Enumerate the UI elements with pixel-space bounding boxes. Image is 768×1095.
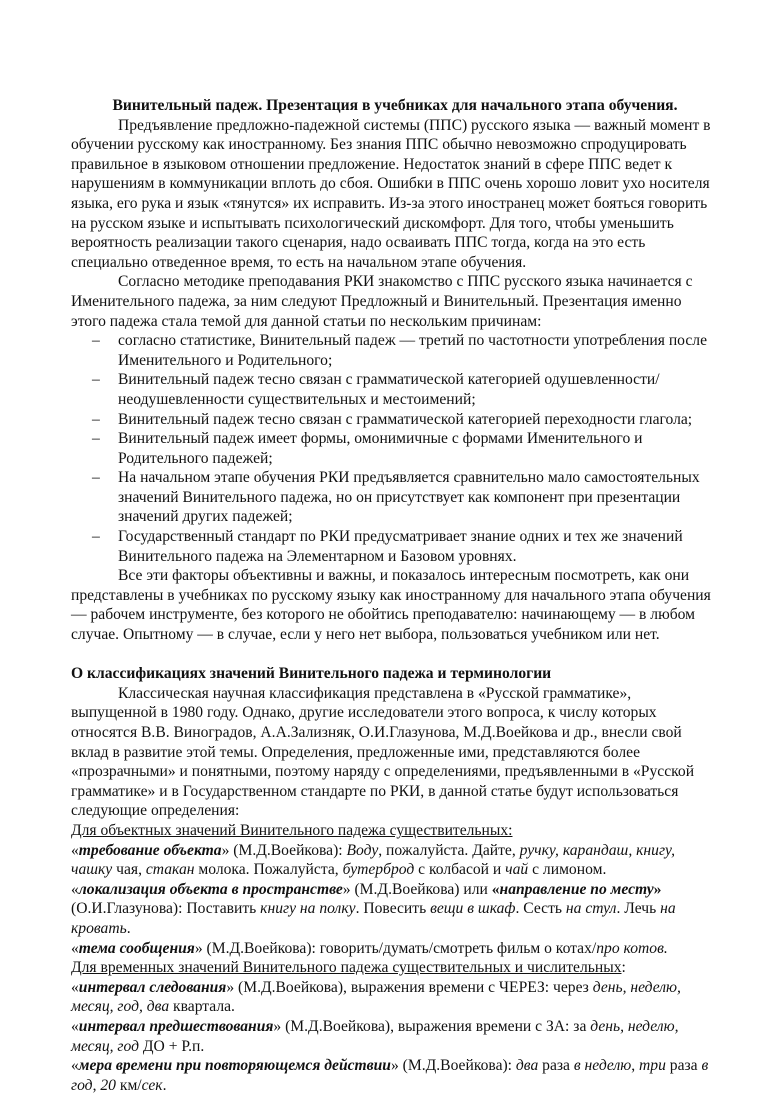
classification-paragraph: Классическая научная классификация представлена в «Русской грамматике», выпущенной в 1980 году. Однако, другие исследователи этого вопроса, к числу которых относятся В.В. Виноградов, А.А.Зализняк, О.И.Глазунова, М.Д.Воейкова и др., внесли свой вклад в развитие этой темы. Определения, предложенные ими, представляются более «прозрачными» и понятными, поэтому наряду с определениями, предъявленными в «Русской грамматике» и в Государственном стандарте по РКИ, в данной статье будут использоваться следующие определения:: [71, 684, 695, 820]
intro-paragraph: Предъявление предложно-падежной системы (ППС) русского языка — важный момент в обучении русскому как иностранному. Без знания ППС обычно невозможно спродуцировать правильное в языковом отношении предложение. Недостаток знаний в сфере ППС ведет к нарушениям в коммуникации вплоть до сбоя. Ошибки в ППС очень хорошо ловит ухо носителя языка, его рука и язык «тянутся» их исправить. Из-за этого иностранец может бояться говорить на русском языке и испытывать психологический дискомфорт. Для того, чтобы уменьшить вероятность реализации такого сценария, надо осваивать ППС тогда, когда на это есть специально отведенное время, то есть на начальном этапе обучения.: [71, 116, 711, 271]
reasons-list: [71, 331, 719, 566]
quote-close: »: [273, 1017, 282, 1035]
quote-close: »: [390, 1057, 399, 1075]
definition-term: требование объекта: [78, 841, 222, 859]
example-text: на кровать: [71, 900, 676, 937]
definition-term: направление по месту: [499, 880, 654, 898]
example-text: три: [639, 1057, 666, 1075]
section-heading: О классификациях значений Винительного падежа и терминологии: [71, 665, 552, 683]
quote-close: »: [342, 880, 351, 898]
definition-text: раза: [665, 1057, 702, 1075]
example-text: Воду: [346, 841, 379, 859]
reasons-intro-paragraph: Согласно методике преподавания РКИ знакомство с ППС русского языка начинается с Именительного падежа, за ним следуют Предложный и Винительный. Презентация именно этого падежа стала темой для данной статьи по нескольким причинам:: [71, 273, 693, 330]
definition-text: «: [491, 880, 500, 898]
quote-open: «: [71, 880, 79, 898]
quote-open: «: [71, 978, 79, 996]
temporal-heading-colon: :: [621, 959, 626, 977]
example-text: в год: [71, 1057, 709, 1094]
definition-text: раза: [538, 1057, 574, 1075]
example-text: два: [515, 1057, 539, 1075]
quote-open: «: [71, 841, 79, 859]
example-text: 20: [100, 1076, 116, 1094]
example-text: про котов.: [596, 939, 668, 957]
definition-text: с лимоном.: [528, 861, 607, 879]
definition-text: , пожалуйста. Дайте,: [378, 841, 520, 859]
quote-open: «: [71, 939, 79, 957]
example-text: книгу на полку: [260, 900, 356, 918]
conclusion-paragraph: Все эти факторы объективны и важны, и показалось интересным посмотреть, как они представлены в учебниках по русскому языку как иностранному для начального этапа обучения — рабочем инструменте, без которого не обойтись преподавателю: начинающему — в любом случае. Опытному — в случае, если у него нет выбора, пользоваться учебником или нет.: [71, 567, 711, 644]
definition-term: локализация объекта в пространстве: [78, 880, 343, 898]
quote-close: »: [221, 841, 230, 859]
example-text: вещи в шкаф: [430, 900, 516, 918]
example-text: сек: [141, 1076, 163, 1094]
definition-text: (М.Д.Воейкова), выражения времени с ЗА: за: [281, 1017, 591, 1035]
temporal-meanings-list: [71, 978, 719, 1095]
definition-term: мера времени при повторяющемся действии: [78, 1057, 391, 1075]
definition-text: . Повесить: [355, 900, 431, 918]
quote-open: «: [71, 1017, 79, 1035]
definition-text: (О.И.Глазунова): Поставить: [71, 900, 261, 918]
reason-item: – согласно статистике, Винительный падеж — третий по частотности употребления после Именительного и Родительного;: [71, 331, 719, 370]
example-text: на стул: [565, 900, 617, 918]
blank-line: [71, 645, 719, 665]
example-text: бутерброд: [342, 861, 415, 879]
object-meanings-heading-text: Для объектных значений Винительного падежа существительных:: [71, 821, 513, 839]
definition-text: чая,: [112, 861, 146, 879]
quote-close: »: [226, 978, 235, 996]
example-text: день, неделю, месяц, год, два: [71, 978, 681, 1016]
example-text: в неделю: [573, 1057, 632, 1075]
definition-text: ДО + Р.п.: [139, 1037, 205, 1055]
example-text: чай: [505, 861, 529, 879]
definition-item: [71, 1017, 719, 1056]
reason-item: – Винительный падеж тесно связан с грамматической категорией переходности глагола;: [71, 410, 719, 430]
definition-text: ,: [631, 1057, 640, 1075]
temporal-meanings-heading-text: Для временных значений Винительного падежа существительных и числительных: [71, 959, 622, 977]
reason-item: – На начальном этапе обучения РКИ предъявляется сравнительно мало самостоятельных значений Винительного падежа, но он присутствует как компонент при презентации значений других падежей;: [71, 468, 719, 527]
temporal-meanings-heading: [71, 958, 719, 978]
document-page: [71, 96, 719, 1095]
definition-text: »: [653, 880, 662, 898]
definition-text: (М.Д.Воейкова): говорить/думать/смотреть фильм о котах/: [202, 939, 597, 957]
definition-term: тема сообщения: [78, 939, 195, 957]
example-text: день, неделю, месяц, год: [71, 1017, 679, 1055]
definition-text: ,: [92, 1076, 101, 1094]
reason-item: – Государственный стандарт по РКИ предусматривает знание одних и тех же значений Винительного падежа на Элементарном и Базовом уровнях.: [71, 527, 719, 566]
definition-text: . Сесть: [515, 900, 566, 918]
definition-text: (М.Д.Воейкова):: [229, 841, 347, 859]
definition-item: [71, 939, 719, 959]
definition-item: [71, 1056, 719, 1095]
definition-text: .: [162, 1076, 167, 1094]
example-text: стакан: [145, 861, 195, 879]
definition-text: км/: [115, 1076, 142, 1094]
definition-item: [71, 841, 719, 880]
reason-item: – Винительный падеж имеет формы, омонимичные с формами Именительного и Родительного падежей;: [71, 429, 719, 468]
definition-text: (М.Д.Воейкова):: [398, 1057, 516, 1075]
example-text: ручку, карандаш, книгу, чашку: [71, 841, 676, 879]
definition-term: интервал следования: [78, 978, 227, 996]
definition-text: с колбасой и: [414, 861, 506, 879]
reason-item: – Винительный падеж тесно связан с грамматической категорией одушевленности/неодушевленности существительных и местоимений;: [71, 370, 719, 409]
quote-close: »: [194, 939, 203, 957]
object-meanings-heading: [71, 821, 719, 841]
definition-text: (М.Д.Воейкова) или: [350, 880, 492, 898]
definition-item: [71, 880, 719, 939]
definition-text: .: [126, 919, 131, 937]
object-meanings-list: [71, 841, 719, 959]
document-title: Винительный падеж. Презентация в учебниках для начального этапа обучения.: [112, 97, 678, 114]
definition-text: . Лечь: [616, 900, 661, 918]
definition-term: интервал предшествования: [78, 1017, 274, 1035]
definition-text: (М.Д.Воейкова), выражения времени с ЧЕРЕЗ: через: [234, 978, 593, 996]
definition-item: [71, 978, 719, 1017]
quote-open: «: [71, 1057, 79, 1075]
definition-text: молока. Пожалуйста,: [194, 861, 343, 879]
definition-text: квартала.: [169, 998, 235, 1016]
